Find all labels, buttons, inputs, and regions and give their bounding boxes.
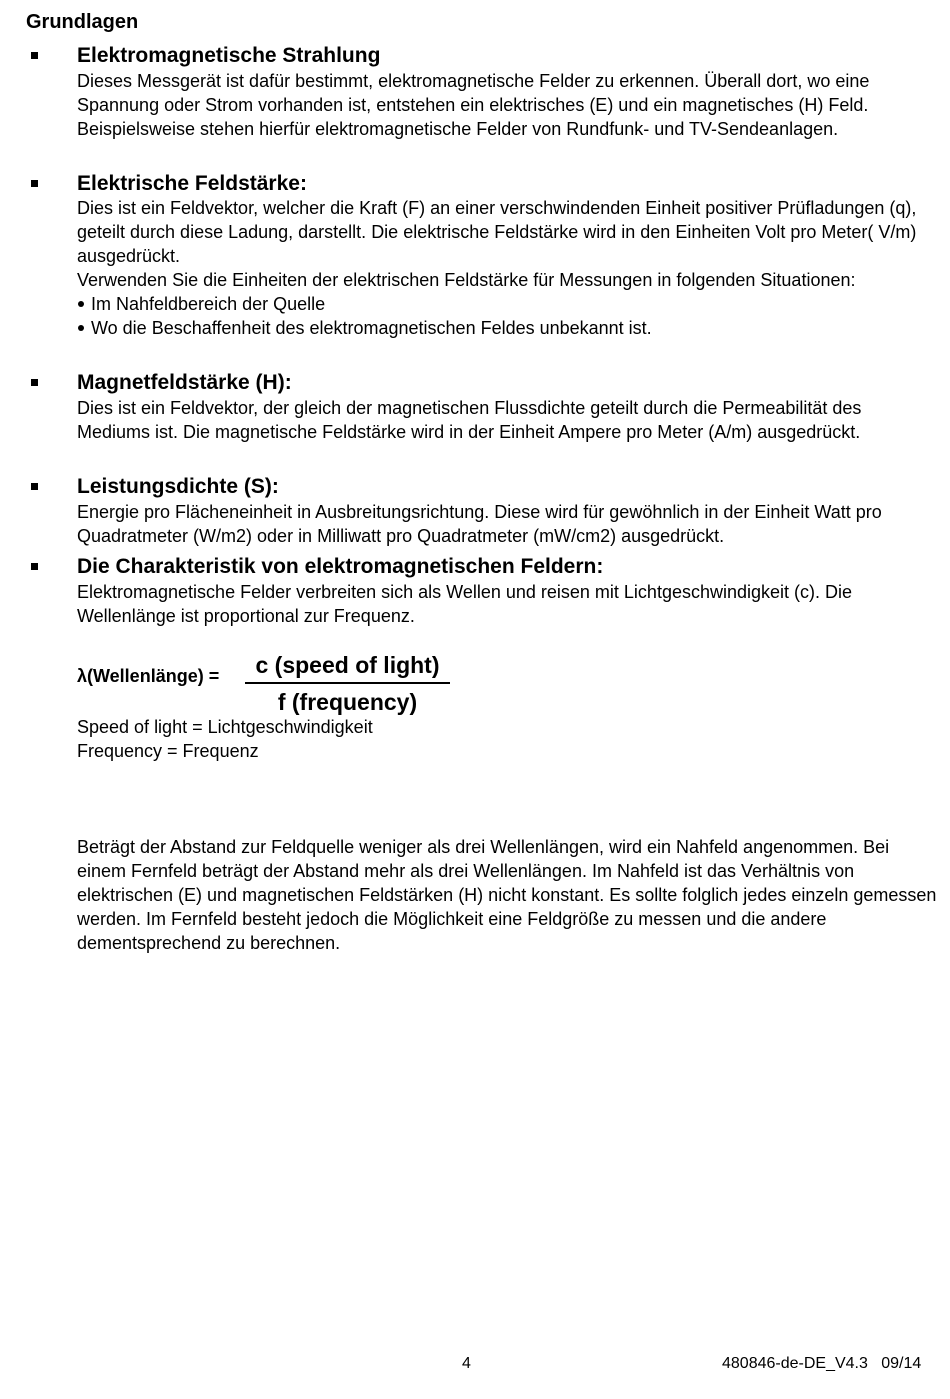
section-bullet xyxy=(31,379,38,386)
paragraph: Elektromagnetische Felder verbreiten sich als Wellen und reisen mit Lichtgeschwindigkeit (c). Die Wellenlänge ist proportional zur Frequenz. xyxy=(77,582,853,626)
paragraph: Dies ist ein Feldvektor, der gleich der magnetischen Flussdichte geteilt durch die Permeabilität des Mediums ist. Die magnetische Feldstärke wird in der Einheit Ampere pro Meter (A/m) ausgedrückt. xyxy=(77,398,862,442)
paragraph: Dieses Messgerät ist dafür bestimmt, elektromagnetische Felder zu erkennen. Überall dort, wo eine Spannung oder Strom vorhanden ist, entstehen ein elektrisches (E) und ein magnetisches (H) Feld. Beispielsweise stehen hierfür elektromagnetische Felder von Rundfunk- und TV-Sendeanlagen. xyxy=(77,71,870,139)
paragraph: Energie pro Flächeneinheit in Ausbreitungsrichtung. Diese wird für gewöhnlich in der Einheit Watt pro Quadratmeter (W/m2) oder in Milliwatt pro Quadratmeter (mW/cm2) ausgedrückt. xyxy=(77,502,882,546)
section-heading: Magnetfeldstärke (H): xyxy=(77,371,292,394)
section-heading: Elektrische Feldstärke: xyxy=(77,172,307,195)
section-body xyxy=(77,580,937,628)
formula-numerator: c (speed of light) xyxy=(255,652,440,678)
list-item: Wo die Beschaffenheit des elektromagnetischen Feldes unbekannt ist. xyxy=(77,316,937,340)
section-body xyxy=(77,500,937,548)
formula-denominator: f (frequency) xyxy=(277,689,418,715)
page-title: Grundlagen xyxy=(26,11,139,33)
section-bullet xyxy=(31,563,38,570)
section-bullet xyxy=(31,180,38,187)
legend-line: Frequency = Frequenz xyxy=(77,741,259,761)
formula-fraction xyxy=(245,650,450,717)
legend-line: Speed of light = Lichtgeschwindigkeit xyxy=(77,717,373,737)
formula-legend xyxy=(77,715,677,763)
paragraph: Verwenden Sie die Einheiten der elektrischen Feldstärke für Messungen in folgenden Situationen: xyxy=(77,270,856,290)
document-id: 480846-de-DE_V4.3 09/14 xyxy=(722,1355,922,1372)
section-bullet xyxy=(31,483,38,490)
section-heading: Leistungsdichte (S): xyxy=(77,475,279,498)
closing-paragraph: Beträgt der Abstand zur Feldquelle weniger als drei Wellenlängen, wird ein Nahfeld angenommen. Bei einem Fernfeld beträgt der Abstand mehr als drei Wellenlängen. Im Nahfeld ist das Verhältnis von elektrischen (E) und magnetischen Feldstärken (H) nicht konstant. Es sollte folglich jedes einzeln gemessen werden. Im Fernfeld besteht jedoch die Möglichkeit eine Feldgröße zu messen und die andere dementsprechend zu berechnen. xyxy=(77,837,937,953)
section-heading: Die Charakteristik von elektromagnetischen Feldern: xyxy=(77,555,604,578)
section-heading: Elektromagnetische Strahlung xyxy=(77,44,381,67)
list-item: Im Nahfeldbereich der Quelle xyxy=(77,292,937,316)
section-body xyxy=(77,69,937,141)
section-body xyxy=(77,196,937,340)
paragraph: Dies ist ein Feldvektor, welcher die Kraft (F) an einer verschwindenden Einheit positiver Prüfladungen (q), geteilt durch diese Ladung, darstellt. Die elektrische Feldstärke wird in den Einheiten Volt pro Meter( V/m) ausgedrückt. xyxy=(77,198,917,266)
section-body xyxy=(77,396,937,444)
page-number: 4 xyxy=(462,1355,471,1372)
formula-lhs: λ(Wellenlänge) = xyxy=(77,666,220,686)
section-bullet xyxy=(31,52,38,59)
fraction-bar xyxy=(245,682,450,684)
